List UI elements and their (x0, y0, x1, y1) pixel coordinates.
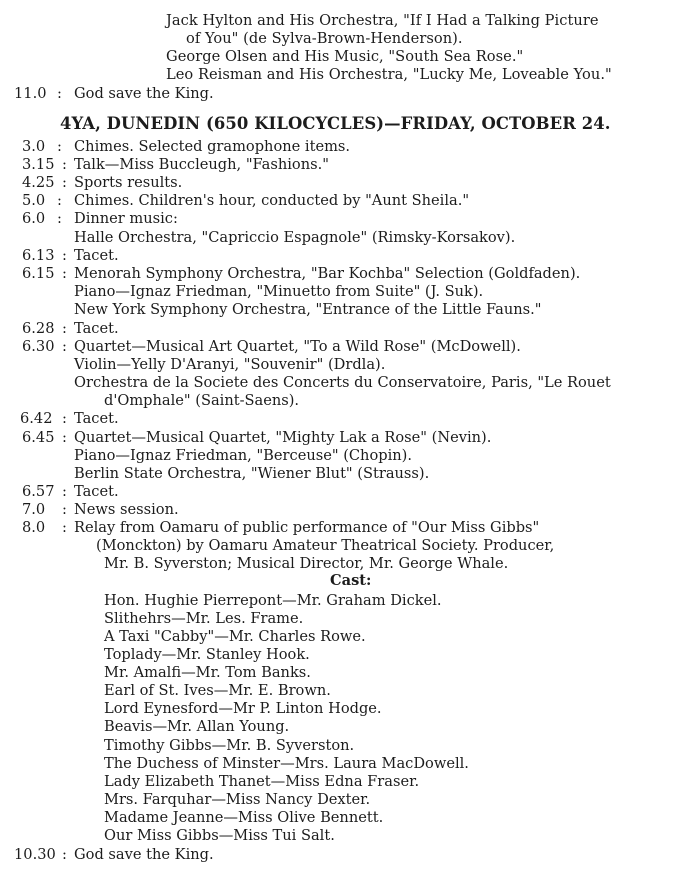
cast-item: Timothy Gibbs—Mr. B. Syverston. (104, 737, 355, 754)
program-time: 8.0 (22, 519, 46, 536)
program-text: God save the King. (74, 85, 214, 102)
program-time: 3.0 (22, 138, 46, 155)
program-text: Halle Orchestra, "Capriccio Espagnole" (Rimsky-Korsakov). (74, 229, 516, 246)
program-sep: : (57, 192, 62, 209)
cast-item: Toplady—Mr. Stanley Hook. (104, 646, 310, 663)
program-sep: : (62, 156, 67, 173)
program-time: 6.13 (22, 247, 55, 264)
program-text: d'Omphale" (Saint-Saens). (104, 392, 300, 409)
program-time: 6.30 (22, 338, 55, 355)
program-text: Quartet—Musical Quartet, "Mighty Lak a Rose" (Nevin). (74, 429, 492, 446)
program-time: 6.15 (22, 265, 55, 282)
program-text: Orchestra de la Societe des Concerts du Conservatoire, Paris, "Le Rouet (74, 374, 611, 391)
program-time: 6.45 (22, 429, 55, 446)
program-sep: : (62, 846, 67, 863)
program-sep: : (62, 174, 67, 191)
program-time: 6.0 (22, 210, 46, 227)
cast-item: Lord Eynesford—Mr P. Linton Hodge. (104, 700, 382, 717)
cast-item: Lady Elizabeth Thanet—Miss Edna Fraser. (104, 773, 420, 790)
cast-item: Beavis—Mr. Allan Young. (104, 718, 290, 735)
cast-item: Earl of St. Ives—Mr. E. Brown. (104, 682, 331, 699)
cast-item: Slithehrs—Mr. Les. Frame. (104, 610, 304, 627)
program-text: Relay from Oamaru of public performance of "Our Miss Gibbs" (74, 519, 540, 536)
program-sep: : (62, 483, 67, 500)
cast-item: Hon. Hughie Pierrepont—Mr. Graham Dickel. (104, 592, 442, 609)
program-sep: : (62, 429, 67, 446)
program-text: Talk—Miss Buccleugh, "Fashions." (74, 156, 329, 173)
cast-item: A Taxi "Cabby"—Mr. Charles Rowe. (104, 628, 366, 645)
cast-item: The Duchess of Minster—Mrs. Laura MacDowell. (104, 755, 469, 772)
program-sep: : (57, 85, 62, 102)
program-time: 11.0 (14, 85, 47, 102)
program-time: 4.25 (22, 174, 55, 191)
program-sep: : (62, 247, 67, 264)
program-text: Tacet. (74, 320, 119, 337)
program-time: 6.42 (20, 410, 53, 427)
cast-item: Mr. Amalfi—Mr. Tom Banks. (104, 664, 311, 681)
program-sep: : (57, 138, 62, 155)
program-text: Chimes. Children's hour, conducted by "Aunt Sheila." (74, 192, 470, 209)
program-text: God save the King. (74, 846, 214, 863)
program-sep: : (62, 265, 67, 282)
program-time: 6.28 (22, 320, 55, 337)
program-text: Piano—Ignaz Friedman, "Minuetto from Suite" (J. Suk). (74, 283, 484, 300)
program-text: Piano—Ignaz Friedman, "Berceuse" (Chopin). (74, 447, 412, 464)
program-time: 5.0 (22, 192, 46, 209)
program-text: Tacet. (74, 483, 119, 500)
program-sep: : (62, 410, 67, 427)
station-heading: 4YA, DUNEDIN (650 KILOCYCLES)—FRIDAY, OCTOBER 24. (60, 114, 611, 133)
cast-item: Mrs. Farquhar—Miss Nancy Dexter. (104, 791, 371, 808)
program-sep: : (62, 501, 67, 518)
program-text: (Monckton) by Oamaru Amateur Theatrical Society. Producer, (96, 537, 555, 554)
cast-item: Madame Jeanne—Miss Olive Bennett. (104, 809, 384, 826)
program-time: 10.30 (14, 846, 56, 863)
program-sep: : (57, 210, 62, 227)
program-text: Violin—Yelly D'Aranyi, "Souvenir" (Drdla). (74, 356, 386, 373)
cast-heading: Cast: (330, 572, 372, 589)
program-time: 6.57 (22, 483, 55, 500)
program-sep: : (62, 519, 67, 536)
program-text: Quartet—Musical Art Quartet, "To a Wild Rose" (McDowell). (74, 338, 521, 355)
program-text: Sports results. (74, 174, 183, 191)
program-sep: : (62, 320, 67, 337)
program-text: News session. (74, 501, 179, 518)
program-time: 7.0 (22, 501, 46, 518)
program-time: 3.15 (22, 156, 55, 173)
program-text: Dinner music: (74, 210, 178, 227)
program-text: Mr. B. Syverston; Musical Director, Mr. George Whale. (104, 555, 509, 572)
program-text: New York Symphony Orchestra, "Entrance of the Little Fauns." (74, 301, 542, 318)
program-text: Tacet. (74, 247, 119, 264)
intro-line: Jack Hylton and His Orchestra, "If I Had a Talking Picture (166, 12, 599, 29)
program-text: Berlin State Orchestra, "Wiener Blut" (Strauss). (74, 465, 430, 482)
intro-line: George Olsen and His Music, "South Sea Rose." (166, 48, 524, 65)
cast-item: Our Miss Gibbs—Miss Tui Salt. (104, 827, 335, 844)
program-text: Menorah Symphony Orchestra, "Bar Kochba" Selection (Goldfaden). (74, 265, 581, 282)
program-text: Chimes. Selected gramophone items. (74, 138, 351, 155)
intro-line: of You" (de Sylva-Brown-Henderson). (186, 30, 463, 47)
intro-line: Leo Reisman and His Orchestra, "Lucky Me, Loveable You." (166, 66, 612, 83)
program-text: Tacet. (74, 410, 119, 427)
program-sep: : (62, 338, 67, 355)
